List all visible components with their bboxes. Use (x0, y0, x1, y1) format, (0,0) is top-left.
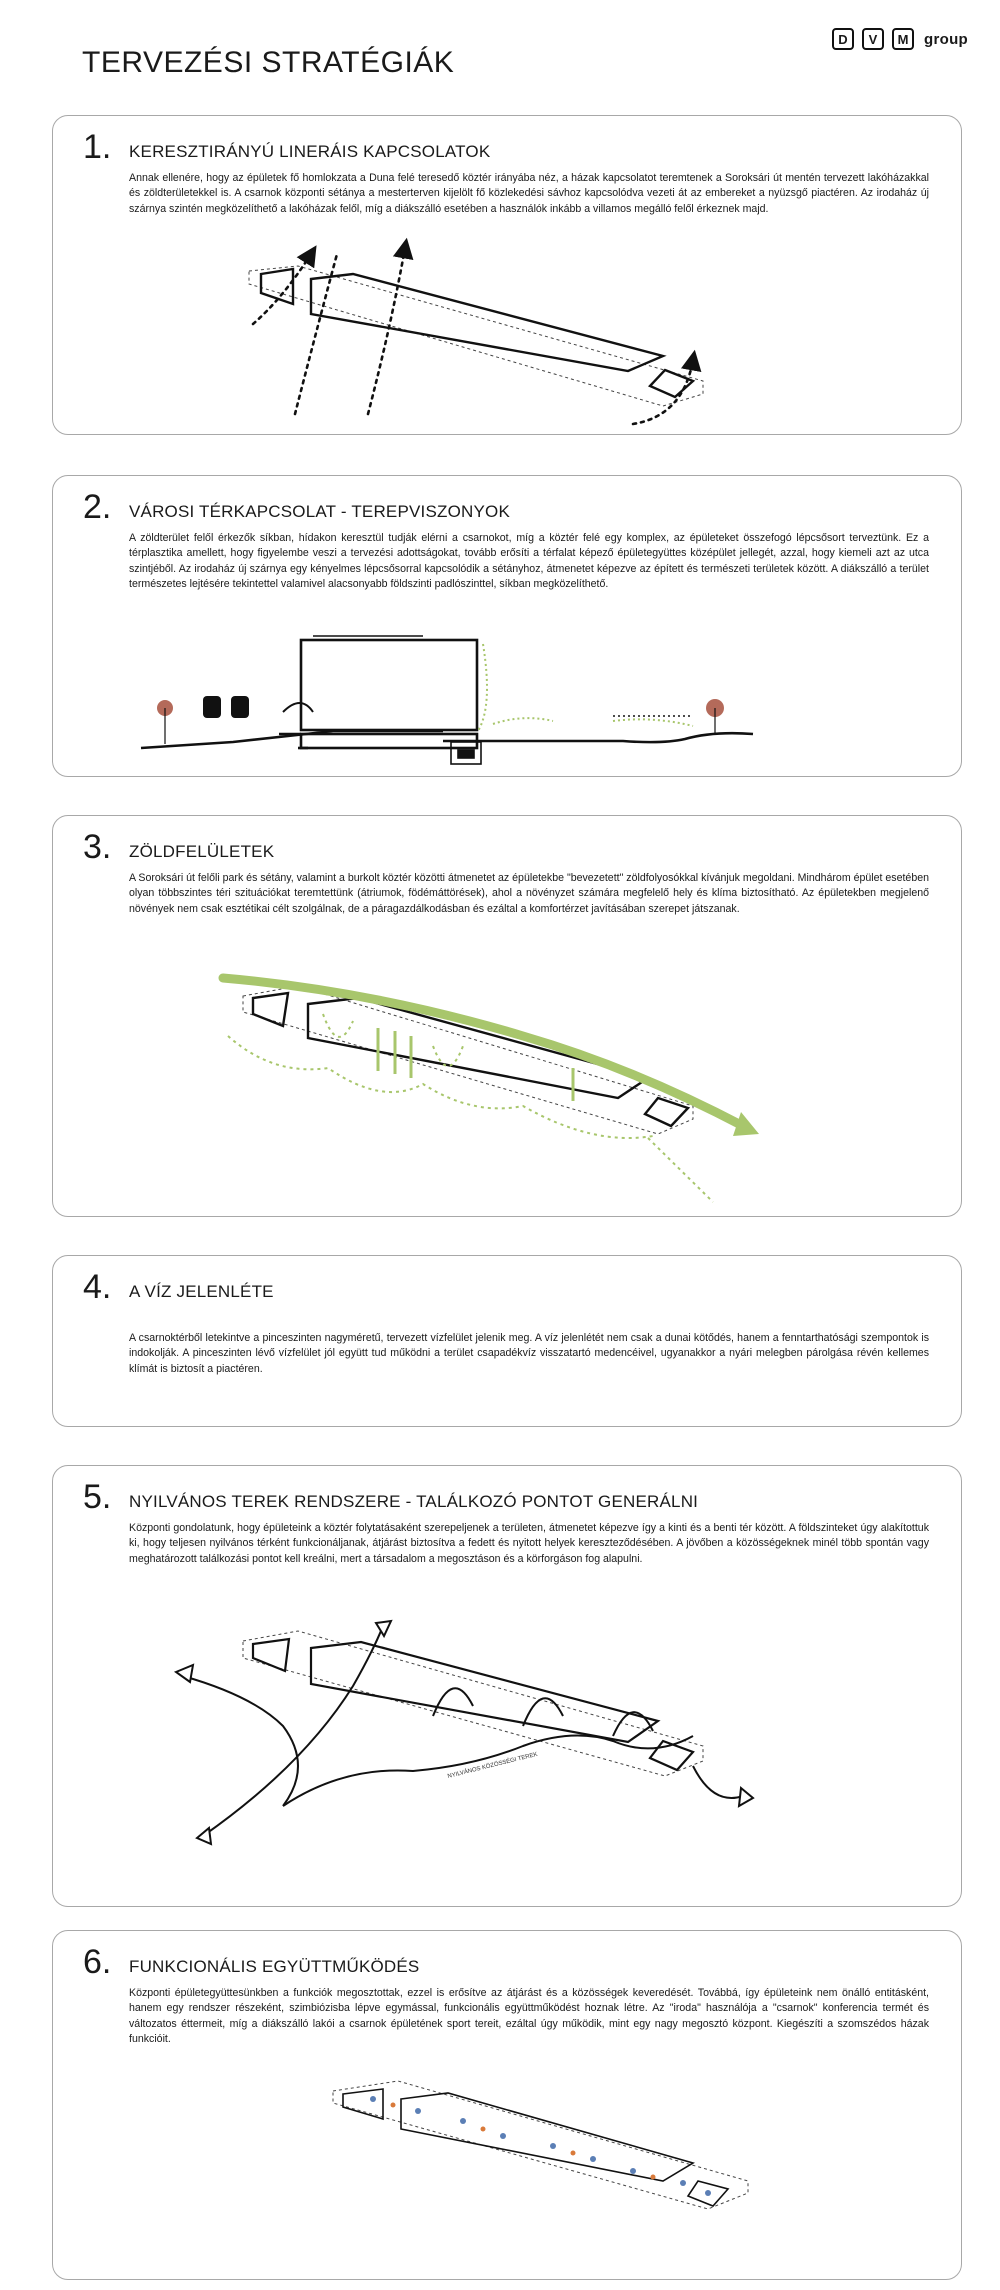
logo-letter-d: D (832, 28, 854, 50)
logo-letter-m: M (892, 28, 914, 50)
green-main-arrow (223, 978, 743, 1126)
section-number: 6. (83, 1943, 112, 1981)
building-section (279, 636, 477, 748)
functional-cooperation-diagram (53, 1931, 959, 2281)
green-flow-dotted (478, 644, 693, 731)
section-card-1 (52, 115, 962, 435)
logo-suffix: group (924, 30, 968, 48)
site-boundary (333, 2081, 748, 2209)
section-title: FUNKCIONÁLIS EGYÜTTMŰKÖDÉS (129, 1957, 420, 1976)
building-outlines (343, 2089, 728, 2206)
section-number: 2. (83, 488, 112, 526)
diagram-label: NYILVÁNOS KÖZÖSSÉGI TEREK (447, 1751, 539, 1780)
section-text: A zöldterület felől érkezők síkban, hídakon keresztül tudják elérni a csarnokot, míg a köztér felé egy komplex, az épületeket összefogó lépcsősort terveztünk. Ez a térplasztika amellett, hogy figyelembe veszi a tervezési adottságokat, tovább erősíti a térfalat képező épületegyüttes középület jellegét, azzal, hogy kiemeli azt az utca szintjéből. Az irodaház új szárnya egy kényelmes lépcsősorral kapcsolódik a sétányhoz, átmenetet képezve az épített és természeti területek között. A diákszálló a terület természetes lejtésére tekintettel valamivel alacsonyabb földszinti padlószinttel, síkban megközelíthető. (129, 532, 929, 591)
public-spaces-diagram (53, 1466, 959, 1908)
public-space-arrows (183, 1626, 743, 1836)
section-card-6 (52, 1930, 962, 2280)
section-text: A csarnoktérből letekintve a pinceszinten nagyméretű, tervezett vízfelület jelenik meg. A víz jelenlétét nem csak a dunai kötődés, hanem a fenntarthatósági szempontok is indokolják. A pinceszinten lévő vízfelület jól együtt tud működni a terület csapadékvíz visszatartó medencéivel, ugyanakkor a nyári melegben párolgása révén kellemes klímát is biztosít a piactéren. (129, 1332, 929, 1375)
building-outlines (253, 993, 688, 1126)
section-card-4 (52, 1255, 962, 1427)
logo-letter-v: V (862, 28, 884, 50)
section-number: 4. (83, 1268, 112, 1306)
building-outlines (261, 269, 693, 397)
cross-links-diagram (53, 116, 959, 436)
page-title: TERVEZÉSI STRATÉGIÁK (82, 46, 455, 79)
section-card-5 (52, 1465, 962, 1907)
dotted-arrows (253, 248, 693, 424)
green-corridor-diagram (53, 816, 959, 1218)
dvm-group-logo (832, 28, 968, 50)
section-title: KERESZTIRÁNYÚ LINERÁIS KAPCSOLATOK (129, 142, 491, 161)
section-title: VÁROSI TÉRKAPCSOLAT - TEREPVISZONYOK (129, 502, 510, 521)
section-title: A VÍZ JELENLÉTE (129, 1282, 274, 1301)
green-dotted-flows (228, 1014, 713, 1202)
section-title: ZÖLDFELÜLETEK (129, 842, 275, 861)
terrain-section-diagram (53, 476, 959, 778)
section-text: Központi gondolatunk, hogy épületeink a köztér folytatásaként szerepeljenek a területen, átmenetet képezve így a kinti és a benti tér között. A földszinteket úgy alakítottuk ki, hogy teljesen nyilvános térként funkcionáljanak, átjárást biztosítva a fedett és nyitott helyek kereszteződésében. A jövőben a közösségeknek minél több spontán vagy meghatározott találkozási pontot kell kreálni, mert a társadalom a megosztáson és a körforgáson fog alapulni. (129, 1522, 929, 1565)
arrowheads (176, 1621, 753, 1844)
tram-icon (203, 696, 249, 718)
section-text: Annak ellenére, hogy az épületek fő homlokzata a Duna felé teresedő köztér irányába néz, a házak kapcsolatot teremtenek a Soroksári út mentén tervezett lakóházakkal és zöldterületekkel is. A csarnok központi sétánya a mesterterven kijelölt fő közlekedési sávhoz kapcsolódva vezeti át az embereket a nyüzsgő piactéren. Az irodaház új szárnya szintén megközelíthető a lakóházak felől, míg a diákszálló esetében a használók inkább a villamos megálló felől érkeznek majd. (129, 172, 929, 215)
section-title: NYILVÁNOS TEREK RENDSZERE - TALÁLKOZÓ PONTOT GENERÁLNI (129, 1492, 699, 1511)
section-number: 5. (83, 1478, 112, 1516)
section-text: Központi épületegyüttesünkben a funkciók megosztottak, ezzel is erősítve az átjárást és a közösségek keveredését. Továbbá, így épületeink nem önálló entitásként, hanem egy rendszer részeként, szimbiózisba lépve egymással, funkcionális együttműködést hoznak létre. Az "iroda" használója a "csarnok" konferencia termét és változatos éttermeit, míg a diákszálló lakói a csarnok épületének sport tereit, ezáltal úgy működik, mint egy nagy megosztó központ. Kiegészíti a szomszédos házak funkcióit. (129, 1987, 929, 2046)
site-boundary-dashed (243, 986, 693, 1134)
section-text: A Soroksári út felőli park és sétány, valamint a burkolt köztér közötti átmenetet az épületekbe "bevezetett" zöldfolyosókkal kívánjuk megoldani. Mindhárom épület esetében olyan többszintes téri szituációkat teremtettünk (átriumok, födémáttörések), ahol a növényzet számára megfelelő hely és klíma biztosítható. Az épületekben megjelenő növények nem csak esztétikai célt szolgálnak, de a páragazdálkodásban és ezáltal a komfortérzet javításában szerepet játszanak. (129, 872, 929, 915)
site-boundary-dashed (249, 266, 703, 406)
section-number: 3. (83, 828, 112, 866)
section-number: 1. (83, 128, 112, 166)
section-card-2 (52, 475, 962, 777)
section-card-3 (52, 815, 962, 1217)
